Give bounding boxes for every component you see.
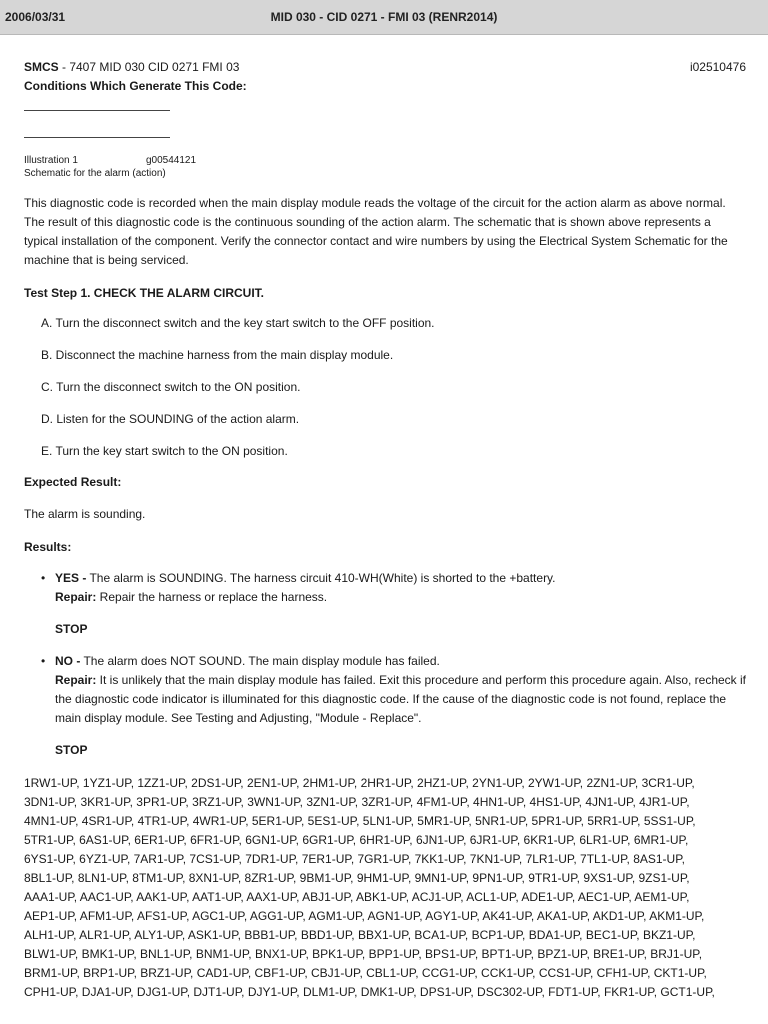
model-line: 6YS1-UP, 6YZ1-UP, 7AR1-UP, 7CS1-UP, 7DR1-UP, 7ER1-UP, 7GR1-UP, 7KK1-UP, 7KN1-UP, 7LR1-UP, 7TL1-UP, 8AS1-UP, [24, 852, 685, 866]
model-line: BLW1-UP, BMK1-UP, BNL1-UP, BNM1-UP, BNX1-UP, BPK1-UP, BPP1-UP, BPS1-UP, BPT1-UP, BPZ1-UP, BRE1-UP, BRJ1-UP, [24, 947, 703, 961]
repair-text: Repair the harness or replace the harness. [96, 590, 328, 604]
result-text: The alarm is SOUNDING. The harness circuit 410-WH(White) is shorted to the +battery. [86, 571, 556, 585]
step-list [24, 314, 746, 474]
smcs-label: SMCS [24, 60, 59, 74]
model-line: ALH1-UP, ALR1-UP, ALY1-UP, ASK1-UP, BBB1-UP, BBD1-UP, BBX1-UP, BCA1-UP, BCP1-UP, BDA1-UP, BEC1-UP, BKZ1-UP, [24, 928, 696, 942]
repair-label: Repair: [55, 673, 97, 687]
model-line: AEP1-UP, AFM1-UP, AFS1-UP, AGC1-UP, AGG1-UP, AGM1-UP, AGN1-UP, AGY1-UP, AK41-UP, AKA1-UP, AKD1-UP, AKM1-UP, [24, 909, 705, 923]
smcs-text: - 7407 MID 030 CID 0271 FMI 03 [58, 60, 240, 74]
header-title: MID 030 - CID 0271 - FMI 03 (RENR2014) [270, 10, 498, 24]
document-body [24, 58, 746, 1002]
illustration-label: Illustration 1 [24, 155, 78, 166]
expected-text: The alarm is sounding. [24, 507, 146, 521]
description-paragraph: This diagnostic code is recorded when the main display module reads the voltage of the circuit for the action alarm as above normal. The result of this diagnostic code is the continuous sounding of the action alarm. The schematic that is shown above represents a typical installation of the component. Verify the connector contact and wire numbers by using the Electrical System Schematic for the machine that is being serviced. [24, 196, 728, 267]
document-ident: i02510476 [689, 60, 746, 74]
illustration-caption: Schematic for the alarm (action) [24, 168, 166, 179]
step-item: B. Disconnect the machine harness from the main display module. [41, 348, 394, 362]
result-label: YES - [55, 571, 87, 585]
expected-heading: Expected Result: [24, 475, 122, 489]
results-list [24, 569, 746, 760]
repair-text: It is unlikely that the main display module has failed. Exit this procedure and perform this procedure again. Also, recheck if the diagnostic code indicator is illuminated for this diagnostic code. If the cause of the diagnostic code is not found, replace the main display module. See Testing and Adjusting, "Module - Replace". [55, 673, 747, 725]
header-date: 2006/03/31 [5, 10, 66, 24]
bullet-dot: • [41, 571, 46, 585]
divider-line [24, 110, 170, 111]
model-line: 3DN1-UP, 3KR1-UP, 3PR1-UP, 3RZ1-UP, 3WN1-UP, 3ZN1-UP, 3ZR1-UP, 4FM1-UP, 4HN1-UP, 4HS1-UP, 4JN1-UP, 4JR1-UP, [24, 795, 690, 809]
step-item: E. Turn the key start switch to the ON position. [41, 444, 288, 458]
model-line: 1RW1-UP, 1YZ1-UP, 1ZZ1-UP, 2DS1-UP, 2EN1-UP, 2HM1-UP, 2HR1-UP, 2HZ1-UP, 2YN1-UP, 2YW1-UP, 2ZN1-UP, 3CR1-UP, [24, 776, 695, 790]
bullet-dot: • [41, 654, 46, 668]
conditions-heading: Conditions Which Generate This Code: [24, 79, 247, 93]
model-line: CPH1-UP, DJA1-UP, DJG1-UP, DJT1-UP, DJY1-UP, DLM1-UP, DMK1-UP, DPS1-UP, DSC302-UP, FDT1-UP, FKR1-UP, GCT1-UP, [24, 985, 715, 999]
results-heading: Results: [24, 540, 72, 554]
model-line: 8BL1-UP, 8LN1-UP, 8TM1-UP, 8XN1-UP, 8ZR1-UP, 9BM1-UP, 9HM1-UP, 9MN1-UP, 9PN1-UP, 9TR1-UP, 9XS1-UP, 9ZS1-UP, [24, 871, 690, 885]
stop-label: STOP [55, 743, 88, 757]
result-label: NO - [55, 654, 81, 668]
step-item: A. Turn the disconnect switch and the key start switch to the OFF position. [41, 316, 435, 330]
result-text: The alarm does NOT SOUND. The main display module has failed. [80, 654, 440, 668]
repair-label: Repair: [55, 590, 97, 604]
result-no [41, 652, 747, 760]
result-yes [41, 569, 746, 639]
model-line: BRM1-UP, BRP1-UP, BRZ1-UP, CAD1-UP, CBF1-UP, CBJ1-UP, CBL1-UP, CCG1-UP, CCK1-UP, CCS1-UP, CFH1-UP, CKT1-UP, [24, 966, 707, 980]
step-item: C. Turn the disconnect switch to the ON position. [41, 380, 301, 394]
model-line: 5TR1-UP, 6AS1-UP, 6ER1-UP, 6FR1-UP, 6GN1-UP, 6GR1-UP, 6HR1-UP, 6JN1-UP, 6JR1-UP, 6KR1-UP, 6LR1-UP, 6MR1-UP, [24, 833, 689, 847]
model-line: 4MN1-UP, 4SR1-UP, 4TR1-UP, 4WR1-UP, 5ER1-UP, 5ES1-UP, 5LN1-UP, 5MR1-UP, 5NR1-UP, 5PR1-UP, 5RR1-UP, 5SS1-UP, [24, 814, 696, 828]
stop-label: STOP [55, 622, 88, 636]
model-list [24, 774, 746, 1002]
illustration-caption-block [24, 154, 746, 180]
header-bar [0, 0, 768, 35]
smcs-row [24, 58, 746, 77]
model-line: AAA1-UP, AAC1-UP, AAK1-UP, AAT1-UP, AAX1-UP, ABJ1-UP, ABK1-UP, ACJ1-UP, ACL1-UP, ADE1-UP, AEC1-UP, AEM1-UP, [24, 890, 690, 904]
test-step-heading: Test Step 1. CHECK THE ALARM CIRCUIT. [24, 286, 265, 300]
step-item: D. Listen for the SOUNDING of the action alarm. [41, 412, 300, 426]
divider-line [24, 137, 170, 138]
illustration-id: g00544121 [146, 155, 197, 166]
